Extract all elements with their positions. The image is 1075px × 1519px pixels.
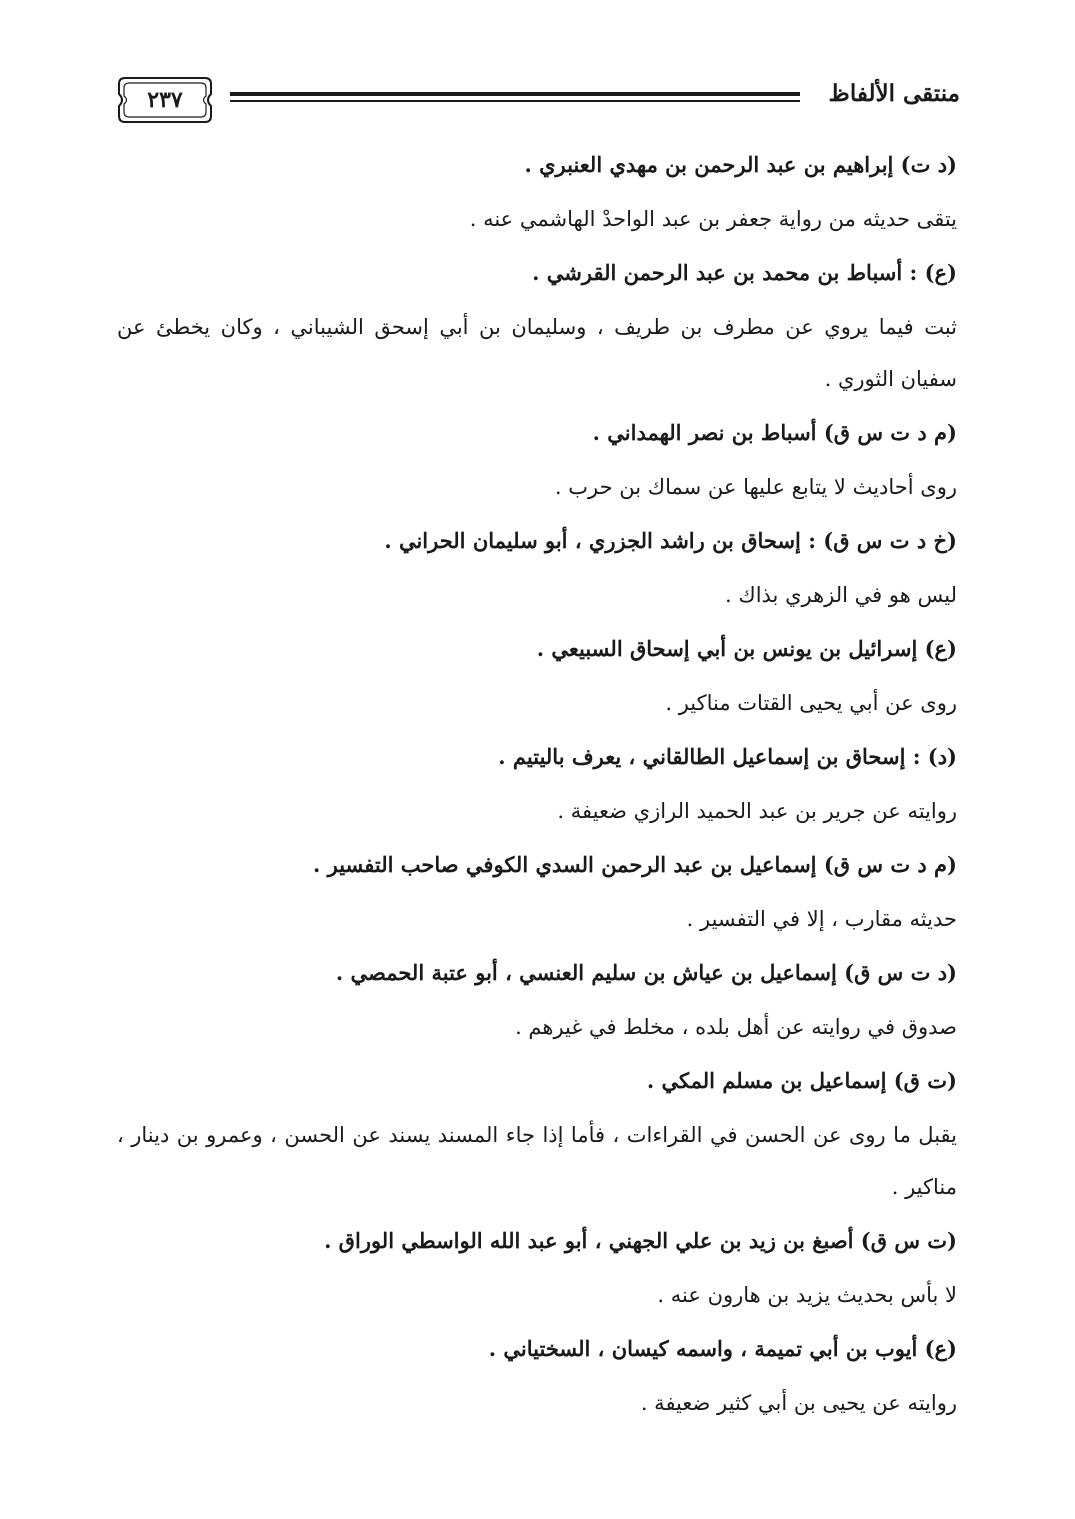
header-divider (230, 92, 800, 108)
entry-heading: (د ت س ق) إسماعيل بن عياش بن سليم العنسي ، أبو عتبة الحمصي . (335, 960, 957, 985)
entry-text: روى أحاديث لا يتابع عليها عن سماك بن حرب . (554, 475, 957, 499)
book-title: منتقى الألفاظ (828, 80, 960, 107)
entry-text-line: يقبل ما روى عن الحسن في القراءات ، فأما إذا جاء المسند يسند عن الحسن ، وعمرو بن دينار ، (117, 1123, 957, 1147)
entry-text: روايته عن جرير بن عبد الحميد الرازي ضعيفة . (557, 799, 957, 823)
entry-heading: (د) : إسحاق بن إسماعيل الطالقاني ، يعرف باليتيم . (498, 744, 957, 769)
entry-text: روى عن أبي يحيى القتات مناكير . (665, 691, 957, 715)
entry-text: صدوق في روايته عن أهل بلده ، مخلط في غيرهم . (515, 1015, 957, 1039)
entry-heading: (م د ت س ق) أسباط بن نصر الهمداني . (592, 420, 957, 445)
page-header (110, 70, 960, 140)
entry-text-line: سفيان الثوري . (824, 367, 957, 391)
entry-heading: (ت س ق) أصبغ بن زيد بن علي الجهني ، أبو عبد الله الواسطي الوراق . (324, 1228, 957, 1253)
entry-text (117, 312, 957, 394)
entry-heading: (ع) إسرائيل بن يونس بن أبي إسحاق السبيعي . (536, 636, 957, 661)
entry-text: لا بأس بحديث يزيد بن هارون عنه . (657, 1283, 957, 1307)
entry-text (117, 1120, 957, 1202)
entry-heading: (ت ق) إسماعيل بن مسلم المكي . (646, 1068, 957, 1093)
entry-heading: (د ت) إبراهيم بن عبد الرحمن بن مهدي العنبري . (524, 152, 957, 177)
page-number-frame (115, 74, 215, 126)
entry-text: حديثه مقارب ، إلا في التفسير . (686, 907, 957, 931)
page-number: ٢٣٧ (147, 87, 183, 113)
entry-text-line: ثبت فيما يروي عن مطرف بن طريف ، وسليمان بن أبي إسحق الشيباني ، وكان يخطئ عن (117, 315, 957, 339)
entry-heading: (خ د ت س ق) : إسحاق بن راشد الجزري ، أبو سليمان الحراني . (384, 528, 957, 553)
entry-text: ليس هو في الزهري بذاك . (725, 583, 957, 607)
entry-heading: (ع) أيوب بن أبي تميمة ، واسمه كيسان ، السختياني . (488, 1336, 957, 1361)
page-body (117, 150, 957, 1442)
entry-heading: (ع) : أسباط بن محمد بن عبد الرحمن القرشي . (532, 260, 957, 285)
entry-text: يتقى حديثه من رواية جعفر بن عبد الواحدْ الهاشمي عنه . (469, 207, 957, 231)
entry-text-line: مناكير . (891, 1175, 957, 1199)
entry-heading: (م د ت س ق) إسماعيل بن عبد الرحمن السدي الكوفي صاحب التفسير . (313, 852, 957, 877)
entry-text: روايته عن يحيى بن أبي كثير ضعيفة . (640, 1391, 957, 1415)
